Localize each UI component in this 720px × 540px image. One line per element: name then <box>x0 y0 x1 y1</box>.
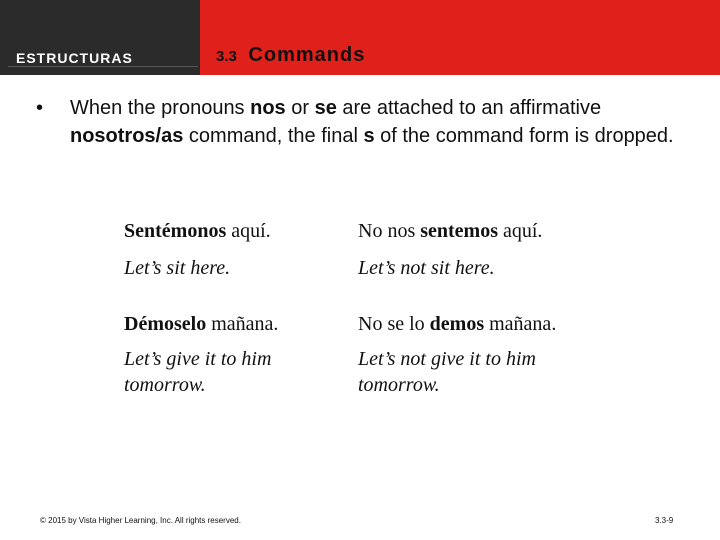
example-negative-translation: Let’s not give it to him tomorrow. <box>358 348 536 396</box>
example-pre: No nos <box>358 220 421 242</box>
example-negative <box>358 313 556 336</box>
bullet-point <box>36 94 676 150</box>
section-title <box>216 44 365 67</box>
bullet-text-part: or <box>285 97 315 119</box>
bullet-text-part: of the command form is dropped. <box>374 125 674 147</box>
header-band <box>0 0 720 75</box>
section-name: Commands <box>248 44 366 66</box>
example-rest: aquí. <box>226 220 271 242</box>
bullet-term-nosotros: nosotros/as <box>70 125 184 147</box>
example-affirmative-translation: Let’s give it to him tomorrow. <box>124 348 272 396</box>
header-brand-panel <box>0 0 200 75</box>
example-affirmative-translation: Let’s sit here. <box>124 257 231 279</box>
section-number: 3.3 <box>216 48 237 65</box>
bullet-text <box>70 94 676 150</box>
brand-label: ESTRUCTURAS <box>16 50 133 66</box>
example-post: mañana. <box>484 313 557 335</box>
example-bold-command: Sentémonos <box>124 220 227 242</box>
footer-copyright: © 2015 by Vista Higher Learning, Inc. All rights reserved. <box>40 516 241 525</box>
example-negative <box>358 220 542 243</box>
bullet-term-se: se <box>314 97 337 119</box>
example-affirmative <box>124 220 271 243</box>
footer-page-number: 3.3-9 <box>655 516 674 525</box>
bullet-term-nos: nos <box>250 97 286 119</box>
example-negative-translation: Let’s not sit here. <box>358 257 495 279</box>
example-rest: mañana. <box>206 313 279 335</box>
example-bold-command: demos <box>429 313 485 335</box>
example-post: aquí. <box>498 220 543 242</box>
example-affirmative <box>124 313 278 336</box>
example-bold-command: Démoselo <box>124 313 207 335</box>
bullet-text-part: When the pronouns <box>70 97 251 119</box>
example-pre: No se lo <box>358 313 430 335</box>
brand-divider <box>8 66 198 67</box>
bullet-text-part: command, the final <box>183 125 364 147</box>
bullet-text-part: are attached to an affirmative <box>336 97 602 119</box>
bullet-icon: • <box>36 97 44 119</box>
example-bold-command: sentemos <box>420 220 498 242</box>
bullet-term-s: s <box>363 125 375 147</box>
